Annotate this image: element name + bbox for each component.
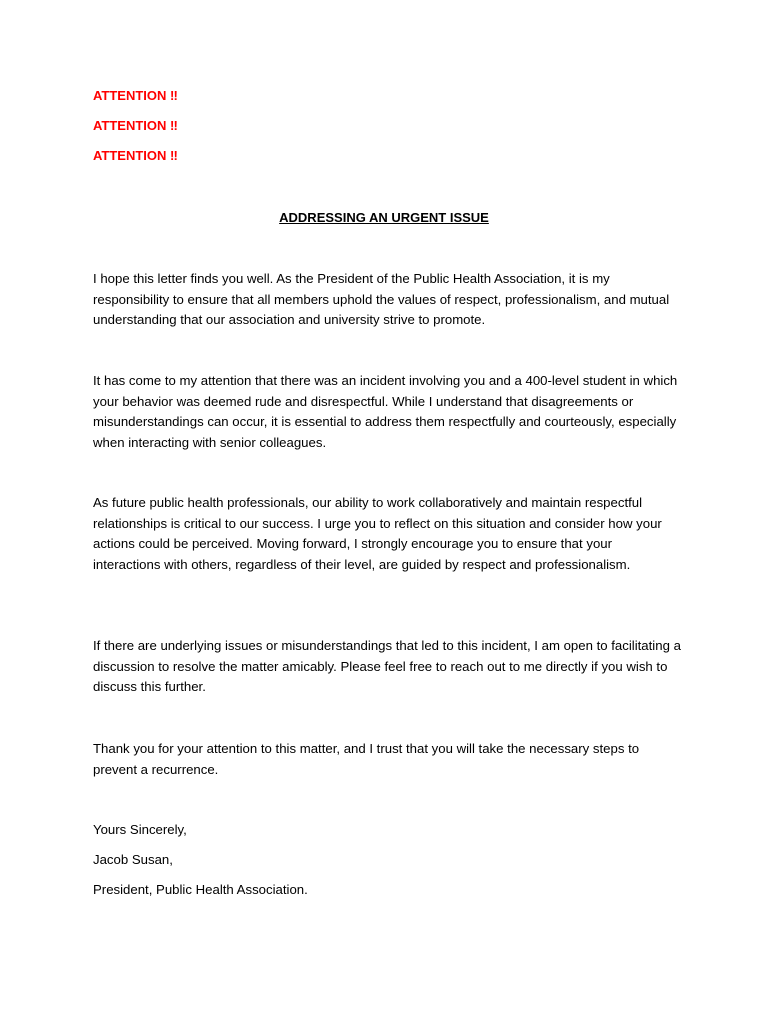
attention-line: ATTENTION ‼ bbox=[93, 148, 178, 163]
body-paragraph: I hope this letter finds you well. As the President of the Public Health Association, it is my responsibility to ensure that all members uphold the values of respect, professionalism, and mutual understanding that our association and university strive to promote. bbox=[93, 271, 670, 328]
signatory-position: President, Public Health Association. bbox=[93, 882, 308, 897]
valediction: Yours Sincerely, bbox=[93, 822, 187, 837]
body-paragraph: It has come to my attention that there was an incident involving you and a 400-level student in which your behavior was deemed rude and disrespectful. While I understand that disagreements or misunderstandings can occur, it is essential to address them respectfully and courteously, especially when interacting with senior colleagues. bbox=[93, 373, 678, 450]
signatory-name: Jacob Susan, bbox=[93, 852, 173, 867]
attention-line: ATTENTION ‼ bbox=[93, 118, 178, 133]
body-paragraph: If there are underlying issues or misunderstandings that led to this incident, I am open to facilitating a discussion to resolve the matter amicably. Please feel free to reach out to me directly if you wish to discuss this further. bbox=[93, 638, 681, 695]
body-paragraph: Thank you for your attention to this matter, and I trust that you will take the necessary steps to prevent a recurrence. bbox=[93, 741, 640, 777]
letter-title: ADDRESSING AN URGENT ISSUE bbox=[279, 210, 489, 225]
attention-line: ATTENTION ‼ bbox=[93, 88, 178, 103]
body-paragraph: As future public health professionals, our ability to work collaboratively and maintain respectful relationships is critical to our success. I urge you to reflect on this situation and consider how your actions could be perceived. Moving forward, I strongly encourage you to ensure that your interactions with others, regardless of their level, are guided by respect and professionalism. bbox=[93, 495, 662, 572]
